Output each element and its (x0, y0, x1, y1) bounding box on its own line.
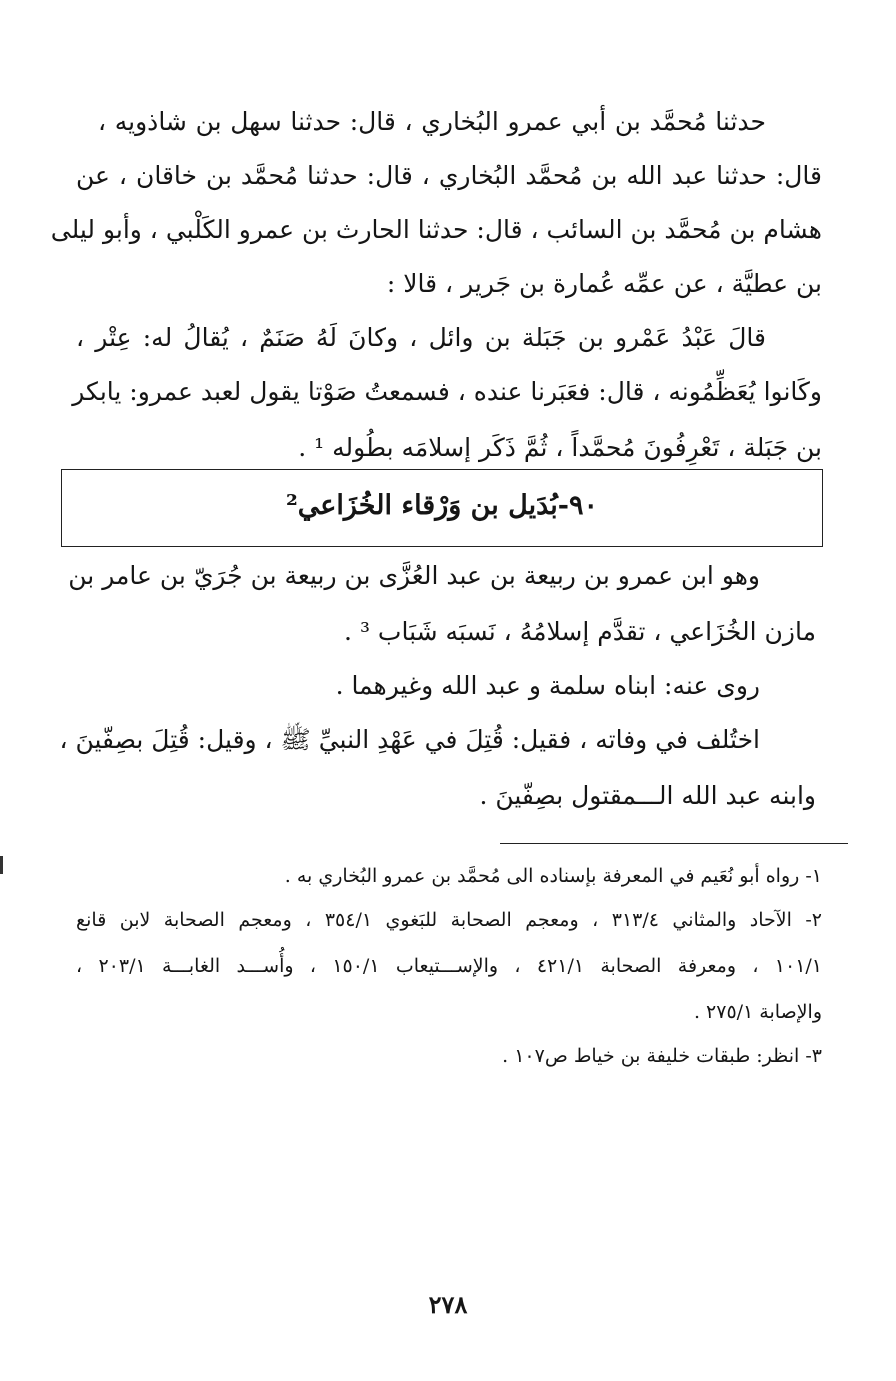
body-line: هشام بن مُحمَّد بن السائب ، قال: حدثنا الحارث بن عمرو الكَلْبي ، وأبو ليلى (50, 215, 822, 244)
body-line: قالَ عَبْدُ عَمْرو بن جَبَلة بن وائل ، وكانَ لَهُ صَنَمٌ ، يُقالُ له: عِتْر ، (76, 323, 766, 352)
body-line: حدثنا مُحمَّد بن أبي عمرو البُخاري ، قال: حدثنا سهل بن شاذويه ، (98, 107, 766, 136)
body-line: روى عنه: ابناه سلمة و عبد الله وغيرهما . (335, 671, 760, 700)
footnote-separator (500, 843, 848, 844)
footnote: ١- رواه أبو نُعَيم في المعرفة بإسناده الى مُحمَّد بن عمرو البُخاري به . (284, 865, 822, 887)
body-line: وهو ابن عمرو بن ربيعة بن عبد العُزَّى بن ربيعة بن جُرَيّ بن عامر بن (68, 561, 760, 590)
section-heading-box (61, 469, 823, 547)
body-line: بن عطيَّة ، عن عمِّه عُمارة بن جَرير ، قالا : (386, 269, 822, 298)
footnote: ٣- انظر: طبقات خليفة بن خياط ص١٠٧ . (502, 1045, 822, 1067)
page-edge-mark (0, 856, 3, 874)
body-line: مازن الخُزَاعي ، تقدَّم إسلامُهُ ، نَسبَه شَبَاب ³ . (344, 617, 816, 646)
body-line: اختُلف في وفاته ، فقيل: قُتِلَ في عَهْدِ النبيِّ ﷺ ، وقيل: قُتِلَ بصِفّينَ ، (59, 725, 760, 754)
page-number: ٢٧٨ (428, 1290, 468, 1319)
section-heading: ٩٠-بُدَيل بن وَرْقاء الخُزَاعي² (285, 490, 599, 521)
body-line: قال: حدثنا عبد الله بن مُحمَّد البُخاري ، قال: حدثنا مُحمَّد بن خاقان ، عن (76, 161, 822, 190)
body-line: وكَانوا يُعَظِّمُونه ، قال: فعَبَرنا عنده ، فسمعتُ صَوْتا يقول لعبد عمرو: يابكر (72, 377, 822, 406)
footnote: ٢- الآحاد والمثاني ٣١٣/٤ ، ومعجم الصحابة للبَغوي ٣٥٤/١ ، ومعجم الصحابة لابن قانع (76, 909, 822, 931)
footnote: والإصابة ٢٧٥/١ . (693, 1001, 822, 1023)
body-line: وابنه عبد الله الـــمقتول بصِفّينَ . (479, 781, 816, 810)
body-line: بن جَبَلة ، تَعْرِفُونَ مُحمَّداً ، ثُمَّ ذَكَر إسلامَه بطُوله ¹ . (298, 433, 822, 462)
footnote: ١٠١/١ ، ومعرفة الصحابة ٤٢١/١ ، والإســـتيعاب ١٥٠/١ ، وأُســـد الغابـــة ٢٠٣/١ ، (76, 955, 823, 977)
